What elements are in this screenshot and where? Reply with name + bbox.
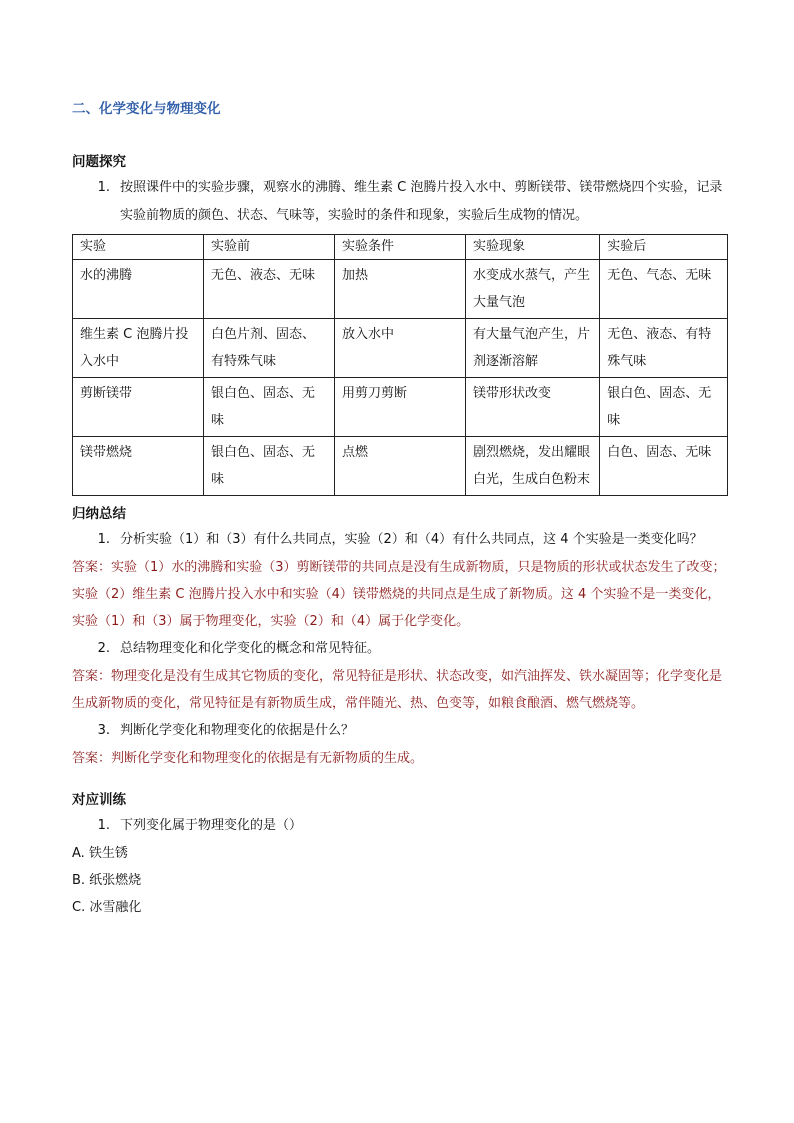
- option-c: C. 冰雪融化: [72, 900, 142, 915]
- option-b: B. 纸张燃烧: [72, 873, 142, 888]
- table-cell: 镁带燃烧: [73, 437, 204, 496]
- question-text: 总结物理变化和化学变化的概念和常见特征。: [120, 641, 381, 656]
- table-cell: 银白色、固态、无味: [600, 378, 728, 437]
- table-cell: 银白色、固态、无味: [204, 378, 335, 437]
- answer-1: 答案：实验（1）水的沸腾和实验（3）剪断镁带的共同点是没有生成新物质，只是物质的形状或状态发生了改变；实验（2）维生素 C 泡腾片投入水中和实验（4）镁带燃烧的共同点是生成了新物质。这 4 个实验不是一类变化，实验（1）和（3）属于物理变化，实验（2）和（4）属于化学变化。: [72, 560, 726, 629]
- table-cell: 无色、气态、无味: [600, 260, 728, 319]
- answer-3: 答案：判断化学变化和物理变化的依据是有无新物质的生成。: [72, 751, 424, 766]
- summary-question-3: [72, 717, 728, 745]
- table-cell: 银白色、固态、无味: [204, 437, 335, 496]
- table-cell: 放入水中: [335, 319, 466, 378]
- table-cell: 无色、液态、无味: [204, 260, 335, 319]
- question-text: 按照课件中的实验步骤，观察水的沸腾、维生素 C 泡腾片投入水中、剪断镁带、镁带燃烧四个实验，记录实验前物质的颜色、状态、气味等，实验时的条件和现象，实验后生成物的情况。: [120, 180, 723, 223]
- table-row: [73, 260, 728, 319]
- table-cell: 白色、固态、无味: [600, 437, 728, 496]
- table-header-cell: 实验后: [600, 235, 728, 260]
- table-header-cell: 实验条件: [335, 235, 466, 260]
- table-header-row: [73, 235, 728, 260]
- section-title: 二、化学变化与物理变化: [72, 101, 221, 117]
- table-row: [73, 378, 728, 437]
- experiment-table: [72, 234, 728, 496]
- table-header-cell: 实验: [73, 235, 204, 260]
- question-text: 下列变化属于物理变化的是（）: [120, 818, 303, 833]
- option-a: A. 铁生锈: [72, 846, 128, 861]
- training-heading: 对应训练: [72, 792, 126, 808]
- question-number: 1.: [97, 532, 110, 547]
- question-text: 判断化学变化和物理变化的依据是什么？: [120, 723, 355, 738]
- table-cell: 用剪刀剪断: [335, 378, 466, 437]
- training-question-1: [72, 812, 728, 840]
- table-cell: 镁带形状改变: [466, 378, 600, 437]
- summary-question-1: [72, 526, 728, 554]
- summary-question-2: [72, 635, 728, 663]
- inquiry-question-1: [72, 174, 728, 230]
- table-cell: 点燃: [335, 437, 466, 496]
- answer-2: 答案：物理变化是没有生成其它物质的变化，常见特征是形状、状态改变，如汽油挥发、铁水凝固等；化学变化是生成新物质的变化，常见特征是有新物质生成，常伴随光、热、色变等，如粮食酿酒、燃气燃烧等。: [72, 669, 723, 711]
- question-text: 分析实验（1）和（3）有什么共同点，实验（2）和（4）有什么共同点，这 4 个实验是一类变化吗？: [120, 532, 703, 547]
- table-cell: 水的沸腾: [73, 260, 204, 319]
- question-number: 1.: [97, 180, 110, 195]
- table-row: [73, 437, 728, 496]
- question-number: 1.: [97, 818, 110, 833]
- table-header-cell: 实验现象: [466, 235, 600, 260]
- table-cell: 有大量气泡产生，片剂逐渐溶解: [466, 319, 600, 378]
- summary-heading: 归纳总结: [72, 506, 126, 522]
- table-cell: 加热: [335, 260, 466, 319]
- table-cell: 白色片剂、固态、有特殊气味: [204, 319, 335, 378]
- table-row: [73, 319, 728, 378]
- document-content: [72, 96, 728, 921]
- table-header-cell: 实验前: [204, 235, 335, 260]
- question-number: 3.: [97, 723, 110, 738]
- inquiry-heading: 问题探究: [72, 154, 126, 170]
- table-cell: 无色、液态、有特殊气味: [600, 319, 728, 378]
- question-number: 2.: [97, 641, 110, 656]
- table-cell: 维生素 C 泡腾片投入水中: [73, 319, 204, 378]
- table-cell: 剧烈燃烧，发出耀眼白光，生成白色粉末: [466, 437, 600, 496]
- table-cell: 水变成水蒸气，产生大量气泡: [466, 260, 600, 319]
- table-cell: 剪断镁带: [73, 378, 204, 437]
